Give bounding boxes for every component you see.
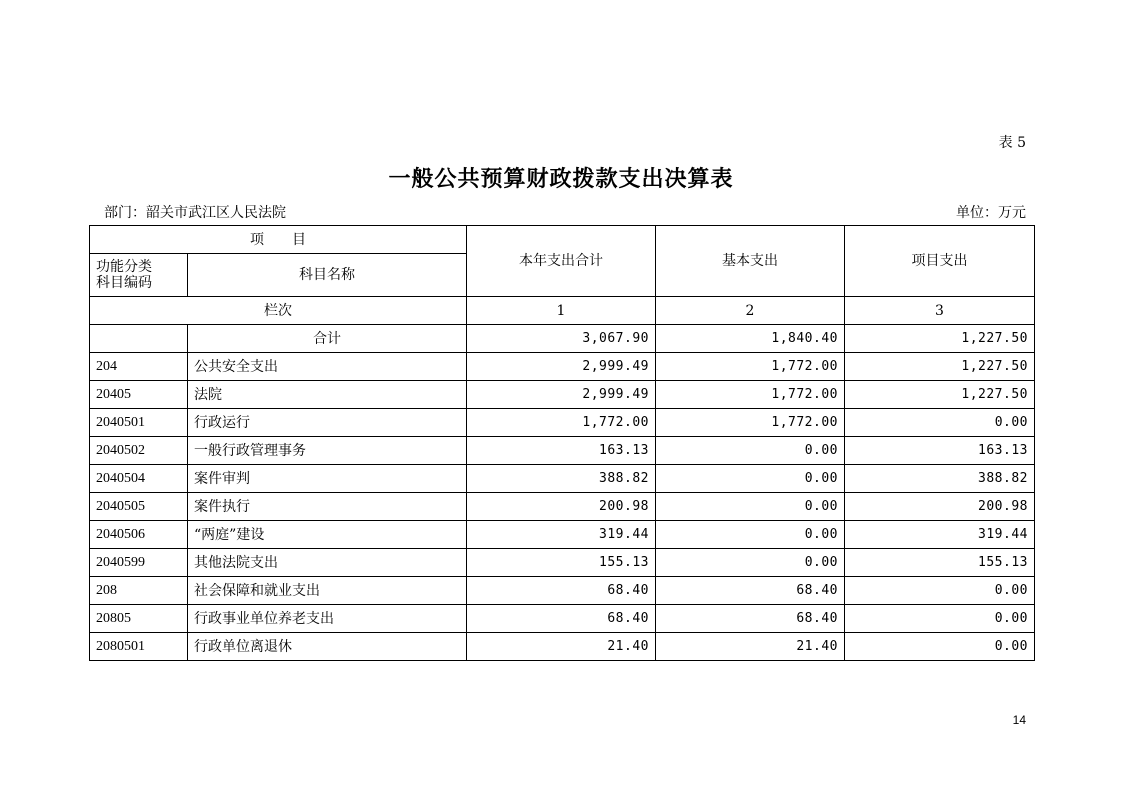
header-item: 项 目: [90, 226, 467, 254]
page-number: 14: [1012, 713, 1026, 727]
table-row: [90, 353, 1035, 381]
table-row: [90, 521, 1035, 549]
row-total: 2,999.49: [467, 353, 656, 381]
total-label: 合计: [188, 325, 467, 353]
row-subject-name: 行政事业单位养老支出: [188, 605, 467, 633]
row-subject-name: 法院: [188, 381, 467, 409]
row-basic: 21.40: [656, 633, 845, 661]
row-total: 2,999.49: [467, 381, 656, 409]
header-row-seq: 栏次: [90, 297, 467, 325]
table-row: [90, 605, 1035, 633]
total-row: [90, 325, 1035, 353]
row-basic: 1,772.00: [656, 409, 845, 437]
table-row: [90, 409, 1035, 437]
row-total: 319.44: [467, 521, 656, 549]
row-project: 155.13: [845, 549, 1035, 577]
row-code: 2040506: [90, 521, 188, 549]
row-project: 1,227.50: [845, 381, 1035, 409]
row-code: 2040504: [90, 465, 188, 493]
row-total: 68.40: [467, 605, 656, 633]
row-total: 21.40: [467, 633, 656, 661]
row-basic: 68.40: [656, 577, 845, 605]
row-total: 163.13: [467, 437, 656, 465]
row-project: 0.00: [845, 409, 1035, 437]
total-total: 3,067.90: [467, 325, 656, 353]
row-basic: 0.00: [656, 521, 845, 549]
row-basic: 0.00: [656, 437, 845, 465]
row-basic: 1,772.00: [656, 353, 845, 381]
row-subject-name: 公共安全支出: [188, 353, 467, 381]
row-code: 208: [90, 577, 188, 605]
total-code: [90, 325, 188, 353]
row-subject-name: 案件审判: [188, 465, 467, 493]
row-total: 1,772.00: [467, 409, 656, 437]
row-project: 319.44: [845, 521, 1035, 549]
row-project: 0.00: [845, 605, 1035, 633]
row-project: 0.00: [845, 633, 1035, 661]
row-subject-name: “两庭”建设: [188, 521, 467, 549]
row-project: 0.00: [845, 577, 1035, 605]
header-subject-name: 科目名称: [188, 254, 467, 297]
row-basic: 0.00: [656, 493, 845, 521]
header-col-project: 项目支出: [845, 226, 1035, 297]
row-project: 200.98: [845, 493, 1035, 521]
row-project: 1,227.50: [845, 353, 1035, 381]
table-row: [90, 465, 1035, 493]
total-basic: 1,840.40: [656, 325, 845, 353]
row-subject-name: 社会保障和就业支出: [188, 577, 467, 605]
seq-1: 1: [467, 297, 656, 325]
total-project: 1,227.50: [845, 325, 1035, 353]
row-subject-name: 其他法院支出: [188, 549, 467, 577]
seq-3: 3: [845, 297, 1035, 325]
table-row: [90, 437, 1035, 465]
expenditure-table: [89, 225, 1035, 661]
row-subject-name: 行政单位离退休: [188, 633, 467, 661]
row-code: 2040501: [90, 409, 188, 437]
header-func-code-line1: 功能分类: [96, 259, 152, 275]
page-title: 一般公共预算财政拨款支出决算表: [388, 166, 734, 192]
seq-2: 2: [656, 297, 845, 325]
row-code: 204: [90, 353, 188, 381]
row-basic: 0.00: [656, 465, 845, 493]
row-code: 2040599: [90, 549, 188, 577]
header-func-code-line2: 科目编码: [96, 275, 152, 291]
table-row: [90, 381, 1035, 409]
row-basic: 68.40: [656, 605, 845, 633]
row-total: 68.40: [467, 577, 656, 605]
header-col-basic: 基本支出: [656, 226, 845, 297]
table-row: [90, 493, 1035, 521]
row-code: 20405: [90, 381, 188, 409]
department-label: 部门：韶关市武江区人民法院: [104, 205, 286, 221]
row-subject-name: 行政运行: [188, 409, 467, 437]
row-subject-name: 一般行政管理事务: [188, 437, 467, 465]
row-total: 155.13: [467, 549, 656, 577]
sequence-row: [90, 297, 1035, 325]
row-code: 20805: [90, 605, 188, 633]
table-number: 表 5: [998, 135, 1026, 151]
row-basic: 0.00: [656, 549, 845, 577]
row-subject-name: 案件执行: [188, 493, 467, 521]
header-row-1: [90, 226, 1035, 254]
table-row: [90, 577, 1035, 605]
row-basic: 1,772.00: [656, 381, 845, 409]
row-code: 2040505: [90, 493, 188, 521]
row-total: 388.82: [467, 465, 656, 493]
table-row: [90, 633, 1035, 661]
header-col-total: 本年支出合计: [467, 226, 656, 297]
table-row: [90, 549, 1035, 577]
row-project: 163.13: [845, 437, 1035, 465]
header-func-code: [90, 254, 188, 297]
unit-label: 单位：万元: [956, 205, 1026, 221]
row-project: 388.82: [845, 465, 1035, 493]
row-code: 2040502: [90, 437, 188, 465]
row-total: 200.98: [467, 493, 656, 521]
row-code: 2080501: [90, 633, 188, 661]
